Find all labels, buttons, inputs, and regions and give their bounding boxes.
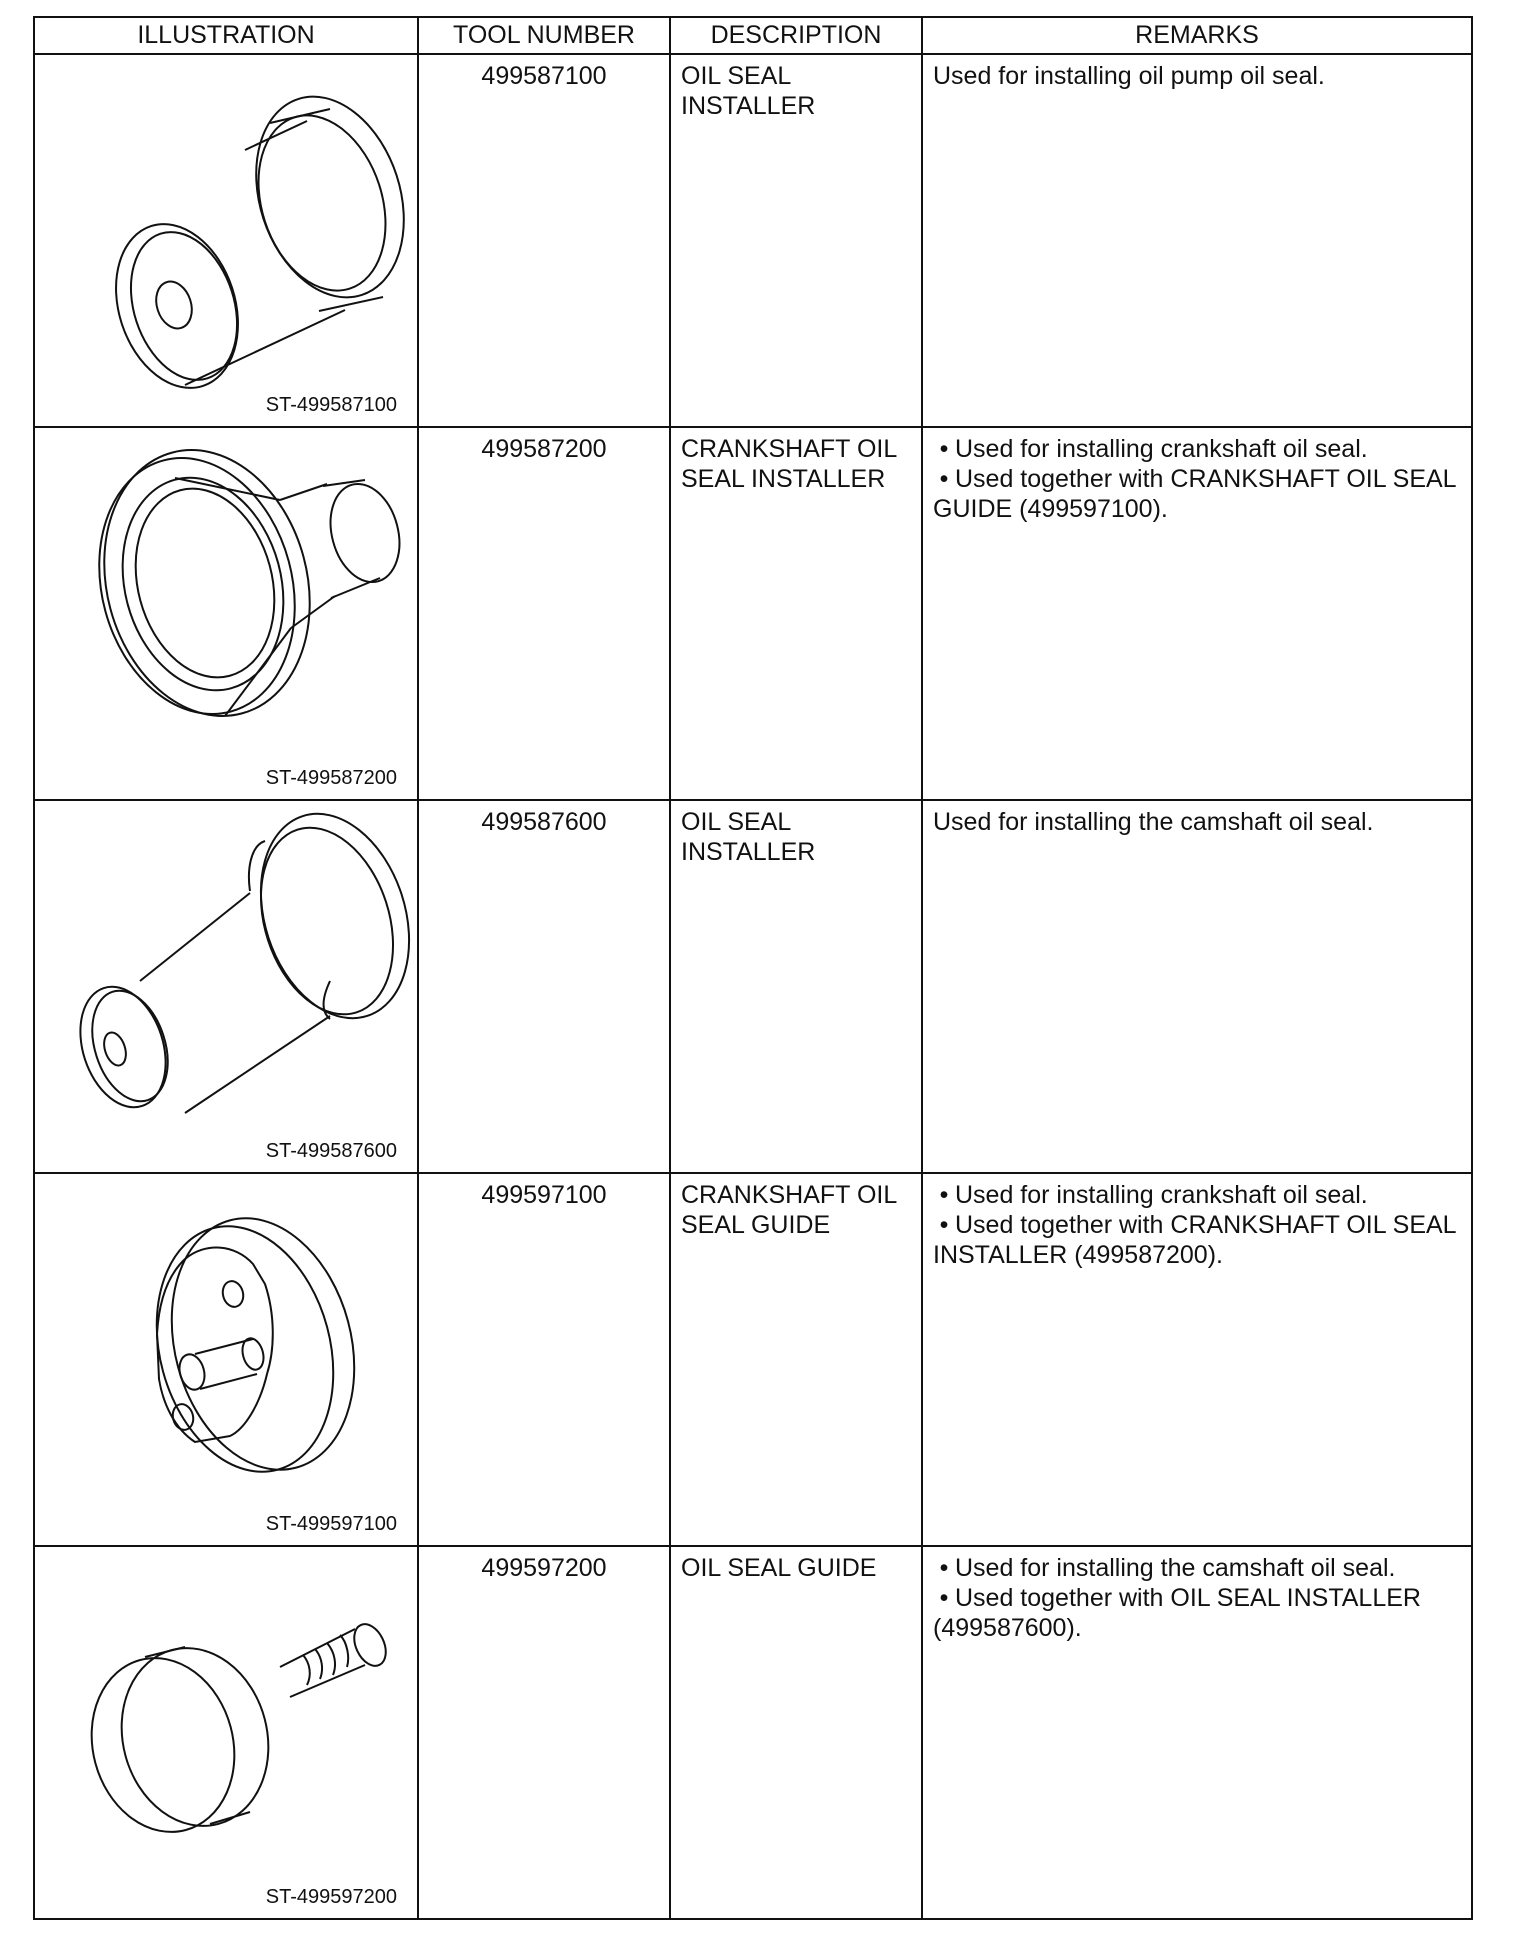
remark-text: Used together with CRANKSHAFT OIL SEAL INSTALLER (499587200).	[933, 1211, 1456, 1269]
remark-item	[933, 434, 1463, 464]
remark-text: Used together with OIL SEAL INSTALLER (499587600).	[933, 1584, 1421, 1642]
remark-item	[933, 464, 1463, 524]
illustration-code: ST-499597200	[265, 1886, 397, 1908]
tool-number: 499587600	[418, 800, 670, 1173]
crankshaft-oil-seal-guide-drawing	[35, 1174, 419, 1539]
illustration-code: ST-499597100	[265, 1513, 397, 1535]
tool-description: OIL SEAL INSTALLER	[670, 800, 922, 1173]
tool-remarks	[922, 1173, 1472, 1546]
header-row	[34, 17, 1472, 54]
illustration-code: ST-499587100	[265, 394, 397, 416]
bullet-icon: •	[939, 1181, 949, 1209]
tool-description: CRANKSHAFT OIL SEAL INSTALLER	[670, 427, 922, 800]
remark-item	[933, 1180, 1463, 1210]
tool-number: 499587200	[418, 427, 670, 800]
tool-remarks	[922, 54, 1472, 427]
bullet-icon: •	[939, 1554, 949, 1582]
table-row	[34, 1546, 1472, 1919]
illustration-cell	[34, 427, 418, 800]
remark-text: Used for installing the camshaft oil seal.	[933, 808, 1374, 836]
tool-description: OIL SEAL GUIDE	[670, 1546, 922, 1919]
bullet-icon: •	[939, 465, 949, 493]
remark-text: Used for installing oil pump oil seal.	[933, 62, 1325, 90]
illustration-code: ST-499587600	[265, 1140, 397, 1162]
tool-number: 499597200	[418, 1546, 670, 1919]
remark-text: Used for installing crankshaft oil seal.	[955, 1181, 1368, 1209]
remark-item	[933, 1553, 1463, 1583]
tool-description: OIL SEAL INSTALLER	[670, 54, 922, 427]
table-row	[34, 427, 1472, 800]
tool-remarks	[922, 1546, 1472, 1919]
table-row	[34, 1173, 1472, 1546]
camshaft-oil-seal-installer-drawing	[35, 801, 419, 1166]
table-row	[34, 800, 1472, 1173]
illustration-code: ST-499587200	[265, 767, 397, 789]
crankshaft-oil-seal-installer-drawing	[35, 428, 419, 793]
remark-item	[933, 1210, 1463, 1270]
tool-description: CRANKSHAFT OIL SEAL GUIDE	[670, 1173, 922, 1546]
header-illustration: ILLUSTRATION	[34, 17, 418, 54]
special-tools-table	[33, 16, 1473, 1920]
bullet-icon: •	[939, 1211, 949, 1239]
oil-seal-installer-drawing	[35, 55, 419, 420]
tool-number: 499597100	[418, 1173, 670, 1546]
remark-item	[933, 1583, 1463, 1643]
illustration-cell	[34, 1546, 418, 1919]
table-row	[34, 54, 1472, 427]
header-remarks: REMARKS	[922, 17, 1472, 54]
illustration-cell	[34, 800, 418, 1173]
remark-text: Used together with CRANKSHAFT OIL SEAL GUIDE (499597100).	[933, 465, 1456, 523]
tool-remarks	[922, 427, 1472, 800]
tool-number: 499587100	[418, 54, 670, 427]
remark-text: Used for installing the camshaft oil seal.	[955, 1554, 1396, 1582]
oil-seal-guide-drawing	[35, 1547, 419, 1912]
illustration-cell	[34, 1173, 418, 1546]
bullet-icon: •	[939, 1584, 949, 1612]
header-description: DESCRIPTION	[670, 17, 922, 54]
bullet-icon: •	[939, 435, 949, 463]
remark-text: Used for installing crankshaft oil seal.	[955, 435, 1368, 463]
header-tool-number: TOOL NUMBER	[418, 17, 670, 54]
tool-remarks	[922, 800, 1472, 1173]
illustration-cell	[34, 54, 418, 427]
